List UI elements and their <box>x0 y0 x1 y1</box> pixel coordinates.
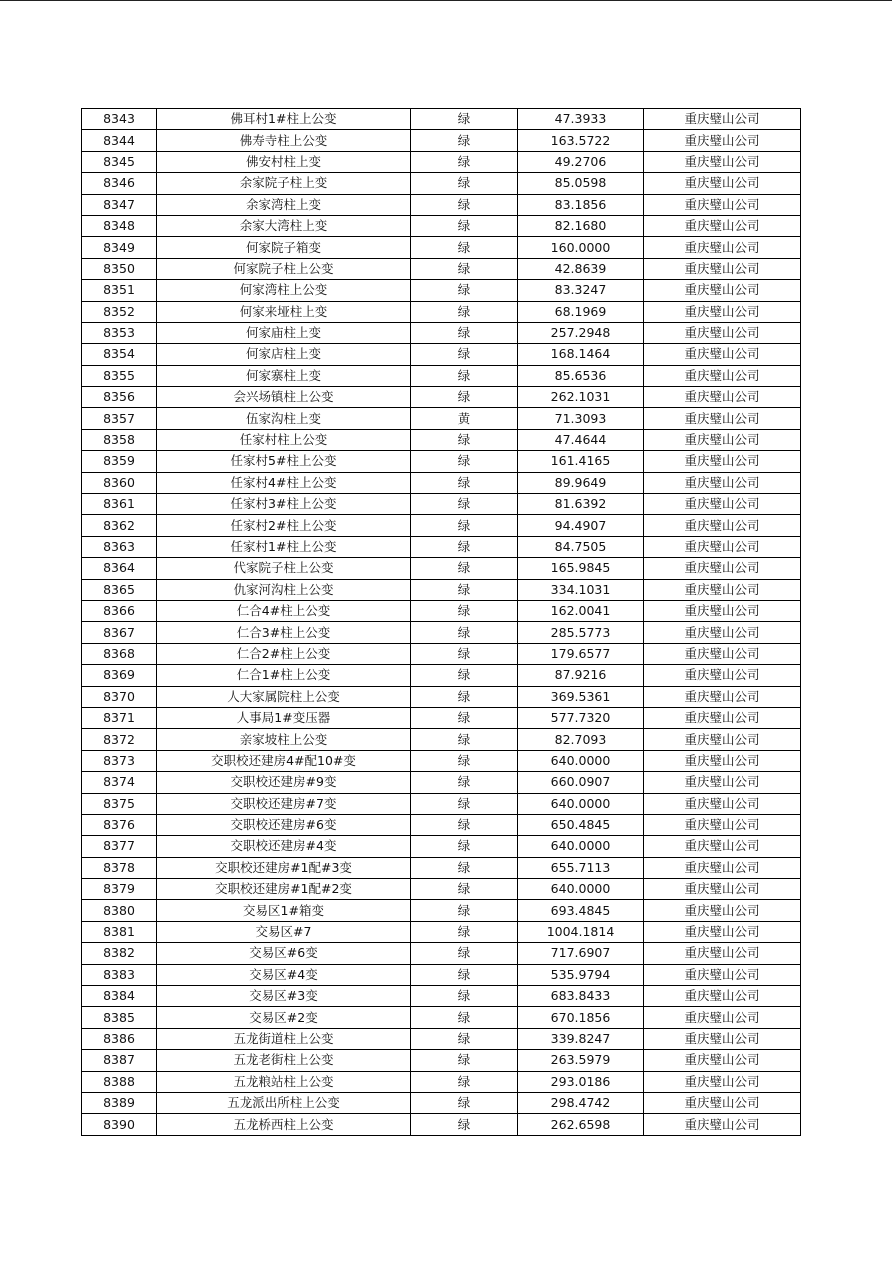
row-number-cell: 8345 <box>82 151 157 172</box>
table-row <box>82 515 801 536</box>
table-row <box>82 344 801 365</box>
row-number-cell: 8360 <box>82 472 157 493</box>
table-row <box>82 109 801 130</box>
value-cell: 535.9794 <box>518 964 644 985</box>
table-row <box>82 130 801 151</box>
status-cell: 绿 <box>411 793 518 814</box>
row-number-cell: 8370 <box>82 686 157 707</box>
transformer-name-cell: 余家大湾柱上变 <box>157 215 411 236</box>
value-cell: 640.0000 <box>518 793 644 814</box>
company-cell: 重庆璧山公司 <box>644 836 801 857</box>
company-cell: 重庆璧山公司 <box>644 964 801 985</box>
transformer-name-cell: 何家湾柱上公变 <box>157 280 411 301</box>
status-cell: 绿 <box>411 365 518 386</box>
table-row <box>82 536 801 557</box>
transformer-name-cell: 仁合2#柱上公变 <box>157 643 411 664</box>
value-cell: 263.5979 <box>518 1050 644 1071</box>
transformer-name-cell: 何家来垭柱上变 <box>157 301 411 322</box>
table-row <box>82 237 801 258</box>
status-cell: 绿 <box>411 344 518 365</box>
row-number-cell: 8374 <box>82 772 157 793</box>
status-cell: 绿 <box>411 301 518 322</box>
row-number-cell: 8385 <box>82 1007 157 1028</box>
row-number-cell: 8356 <box>82 387 157 408</box>
value-cell: 163.5722 <box>518 130 644 151</box>
row-number-cell: 8377 <box>82 836 157 857</box>
company-cell: 重庆璧山公司 <box>644 921 801 942</box>
company-cell: 重庆璧山公司 <box>644 600 801 621</box>
transformer-name-cell: 何家庙柱上变 <box>157 322 411 343</box>
table-row <box>82 964 801 985</box>
table-row <box>82 600 801 621</box>
company-cell: 重庆璧山公司 <box>644 536 801 557</box>
row-number-cell: 8368 <box>82 643 157 664</box>
company-cell: 重庆璧山公司 <box>644 451 801 472</box>
company-cell: 重庆璧山公司 <box>644 173 801 194</box>
transformer-name-cell: 仁合4#柱上公变 <box>157 600 411 621</box>
transformer-name-cell: 交易区#3变 <box>157 986 411 1007</box>
row-number-cell: 8349 <box>82 237 157 258</box>
table-row <box>82 643 801 664</box>
row-number-cell: 8357 <box>82 408 157 429</box>
table-body <box>82 109 801 1136</box>
table-row <box>82 429 801 450</box>
table-row <box>82 215 801 236</box>
status-cell: 绿 <box>411 173 518 194</box>
value-cell: 334.1031 <box>518 579 644 600</box>
value-cell: 160.0000 <box>518 237 644 258</box>
value-cell: 577.7320 <box>518 707 644 728</box>
transformer-name-cell: 交易区#4变 <box>157 964 411 985</box>
company-cell: 重庆璧山公司 <box>644 750 801 771</box>
table-row <box>82 558 801 579</box>
status-cell: 绿 <box>411 151 518 172</box>
company-cell: 重庆璧山公司 <box>644 1028 801 1049</box>
status-cell: 绿 <box>411 280 518 301</box>
value-cell: 640.0000 <box>518 879 644 900</box>
transformer-name-cell: 交职校还建房#7变 <box>157 793 411 814</box>
status-cell: 绿 <box>411 536 518 557</box>
table-row <box>82 1050 801 1071</box>
value-cell: 47.3933 <box>518 109 644 130</box>
value-cell: 655.7113 <box>518 857 644 878</box>
status-cell: 绿 <box>411 1028 518 1049</box>
row-number-cell: 8361 <box>82 494 157 515</box>
company-cell: 重庆璧山公司 <box>644 130 801 151</box>
table-row <box>82 194 801 215</box>
value-cell: 683.8433 <box>518 986 644 1007</box>
row-number-cell: 8373 <box>82 750 157 771</box>
status-cell: 绿 <box>411 258 518 279</box>
company-cell: 重庆璧山公司 <box>644 194 801 215</box>
value-cell: 82.7093 <box>518 729 644 750</box>
value-cell: 717.6907 <box>518 943 644 964</box>
value-cell: 85.6536 <box>518 365 644 386</box>
transformer-name-cell: 任家村柱上公变 <box>157 429 411 450</box>
transformer-name-cell: 任家村5#柱上公变 <box>157 451 411 472</box>
table-row <box>82 151 801 172</box>
company-cell: 重庆璧山公司 <box>644 772 801 793</box>
status-cell: 绿 <box>411 1092 518 1113</box>
value-cell: 162.0041 <box>518 600 644 621</box>
transformer-name-cell: 何家寨柱上变 <box>157 365 411 386</box>
row-number-cell: 8351 <box>82 280 157 301</box>
value-cell: 339.8247 <box>518 1028 644 1049</box>
table-row <box>82 836 801 857</box>
table-row <box>82 579 801 600</box>
company-cell: 重庆璧山公司 <box>644 237 801 258</box>
status-cell: 绿 <box>411 707 518 728</box>
status-cell: 绿 <box>411 237 518 258</box>
row-number-cell: 8371 <box>82 707 157 728</box>
value-cell: 49.2706 <box>518 151 644 172</box>
row-number-cell: 8353 <box>82 322 157 343</box>
table-row <box>82 387 801 408</box>
transformer-name-cell: 仁合1#柱上公变 <box>157 665 411 686</box>
transformer-name-cell: 交职校还建房#6变 <box>157 814 411 835</box>
company-cell: 重庆璧山公司 <box>644 365 801 386</box>
row-number-cell: 8367 <box>82 622 157 643</box>
status-cell: 绿 <box>411 964 518 985</box>
company-cell: 重庆璧山公司 <box>644 665 801 686</box>
row-number-cell: 8348 <box>82 215 157 236</box>
row-number-cell: 8378 <box>82 857 157 878</box>
status-cell: 绿 <box>411 600 518 621</box>
row-number-cell: 8384 <box>82 986 157 1007</box>
row-number-cell: 8380 <box>82 900 157 921</box>
company-cell: 重庆璧山公司 <box>644 793 801 814</box>
value-cell: 165.9845 <box>518 558 644 579</box>
transformer-name-cell: 任家村2#柱上公变 <box>157 515 411 536</box>
value-cell: 89.9649 <box>518 472 644 493</box>
value-cell: 85.0598 <box>518 173 644 194</box>
status-cell: 绿 <box>411 451 518 472</box>
value-cell: 68.1969 <box>518 301 644 322</box>
row-number-cell: 8376 <box>82 814 157 835</box>
value-cell: 693.4845 <box>518 900 644 921</box>
transformer-name-cell: 任家村1#柱上公变 <box>157 536 411 557</box>
value-cell: 670.1856 <box>518 1007 644 1028</box>
transformer-name-cell: 佛耳村1#柱上公变 <box>157 109 411 130</box>
status-cell: 绿 <box>411 879 518 900</box>
value-cell: 94.4907 <box>518 515 644 536</box>
row-number-cell: 8350 <box>82 258 157 279</box>
transformer-name-cell: 交易区#7 <box>157 921 411 942</box>
row-number-cell: 8343 <box>82 109 157 130</box>
value-cell: 369.5361 <box>518 686 644 707</box>
transformer-name-cell: 交职校还建房#9变 <box>157 772 411 793</box>
table-row <box>82 365 801 386</box>
row-number-cell: 8365 <box>82 579 157 600</box>
value-cell: 640.0000 <box>518 836 644 857</box>
table-row <box>82 1092 801 1113</box>
company-cell: 重庆璧山公司 <box>644 472 801 493</box>
company-cell: 重庆璧山公司 <box>644 280 801 301</box>
company-cell: 重庆璧山公司 <box>644 814 801 835</box>
status-cell: 绿 <box>411 900 518 921</box>
transformer-name-cell: 何家院子箱变 <box>157 237 411 258</box>
company-cell: 重庆璧山公司 <box>644 579 801 600</box>
table-row <box>82 280 801 301</box>
row-number-cell: 8375 <box>82 793 157 814</box>
value-cell: 82.1680 <box>518 215 644 236</box>
row-number-cell: 8379 <box>82 879 157 900</box>
status-cell: 绿 <box>411 472 518 493</box>
transformer-name-cell: 交职校还建房#1配#2变 <box>157 879 411 900</box>
row-number-cell: 8390 <box>82 1114 157 1135</box>
status-cell: 绿 <box>411 1071 518 1092</box>
status-cell: 绿 <box>411 494 518 515</box>
transformer-name-cell: 交职校还建房4#配10#变 <box>157 750 411 771</box>
company-cell: 重庆璧山公司 <box>644 622 801 643</box>
status-cell: 绿 <box>411 1114 518 1135</box>
table-row <box>82 857 801 878</box>
status-cell: 绿 <box>411 515 518 536</box>
row-number-cell: 8355 <box>82 365 157 386</box>
value-cell: 1004.1814 <box>518 921 644 942</box>
transformer-name-cell: 五龙粮站柱上公变 <box>157 1071 411 1092</box>
transformer-name-cell: 人事局1#变压器 <box>157 707 411 728</box>
table-row <box>82 1071 801 1092</box>
company-cell: 重庆璧山公司 <box>644 344 801 365</box>
table-row <box>82 408 801 429</box>
table-row <box>82 322 801 343</box>
row-number-cell: 8389 <box>82 1092 157 1113</box>
transformer-name-cell: 何家店柱上变 <box>157 344 411 365</box>
value-cell: 257.2948 <box>518 322 644 343</box>
company-cell: 重庆璧山公司 <box>644 879 801 900</box>
transformer-name-cell: 交易区1#箱变 <box>157 900 411 921</box>
company-cell: 重庆璧山公司 <box>644 1092 801 1113</box>
status-cell: 绿 <box>411 686 518 707</box>
company-cell: 重庆璧山公司 <box>644 1114 801 1135</box>
row-number-cell: 8386 <box>82 1028 157 1049</box>
row-number-cell: 8362 <box>82 515 157 536</box>
value-cell: 83.1856 <box>518 194 644 215</box>
table-row <box>82 814 801 835</box>
company-cell: 重庆璧山公司 <box>644 215 801 236</box>
status-cell: 绿 <box>411 814 518 835</box>
company-cell: 重庆璧山公司 <box>644 322 801 343</box>
transformer-name-cell: 交职校还建房#4变 <box>157 836 411 857</box>
status-cell: 绿 <box>411 322 518 343</box>
company-cell: 重庆璧山公司 <box>644 387 801 408</box>
row-number-cell: 8383 <box>82 964 157 985</box>
value-cell: 168.1464 <box>518 344 644 365</box>
company-cell: 重庆璧山公司 <box>644 301 801 322</box>
company-cell: 重庆璧山公司 <box>644 643 801 664</box>
table-row <box>82 729 801 750</box>
row-number-cell: 8381 <box>82 921 157 942</box>
transformer-name-cell: 五龙老街柱上公变 <box>157 1050 411 1071</box>
transformer-name-cell: 何家院子柱上公变 <box>157 258 411 279</box>
row-number-cell: 8344 <box>82 130 157 151</box>
transformer-name-cell: 余家院子柱上变 <box>157 173 411 194</box>
transformer-name-cell: 佛安村柱上变 <box>157 151 411 172</box>
value-cell: 87.9216 <box>518 665 644 686</box>
transformer-name-cell: 交职校还建房#1配#3变 <box>157 857 411 878</box>
page-top-border <box>0 0 892 1</box>
row-number-cell: 8359 <box>82 451 157 472</box>
value-cell: 640.0000 <box>518 750 644 771</box>
transformer-name-cell: 任家村3#柱上公变 <box>157 494 411 515</box>
status-cell: 绿 <box>411 429 518 450</box>
table-row <box>82 622 801 643</box>
value-cell: 83.3247 <box>518 280 644 301</box>
status-cell: 绿 <box>411 665 518 686</box>
value-cell: 293.0186 <box>518 1071 644 1092</box>
table-row <box>82 772 801 793</box>
transformer-name-cell: 任家村4#柱上公变 <box>157 472 411 493</box>
transformer-name-cell: 亲家坡柱上公变 <box>157 729 411 750</box>
transformer-name-cell: 五龙桥西柱上公变 <box>157 1114 411 1135</box>
row-number-cell: 8369 <box>82 665 157 686</box>
status-cell: 绿 <box>411 750 518 771</box>
row-number-cell: 8354 <box>82 344 157 365</box>
status-cell: 绿 <box>411 857 518 878</box>
row-number-cell: 8363 <box>82 536 157 557</box>
table-row <box>82 494 801 515</box>
company-cell: 重庆璧山公司 <box>644 900 801 921</box>
transformer-name-cell: 交易区#6变 <box>157 943 411 964</box>
row-number-cell: 8352 <box>82 301 157 322</box>
value-cell: 285.5773 <box>518 622 644 643</box>
row-number-cell: 8388 <box>82 1071 157 1092</box>
company-cell: 重庆璧山公司 <box>644 1050 801 1071</box>
status-cell: 绿 <box>411 387 518 408</box>
status-cell: 绿 <box>411 215 518 236</box>
table-row <box>82 686 801 707</box>
company-cell: 重庆璧山公司 <box>644 729 801 750</box>
table-row <box>82 1114 801 1135</box>
status-cell: 绿 <box>411 643 518 664</box>
company-cell: 重庆璧山公司 <box>644 515 801 536</box>
company-cell: 重庆璧山公司 <box>644 151 801 172</box>
status-cell: 绿 <box>411 194 518 215</box>
value-cell: 262.6598 <box>518 1114 644 1135</box>
value-cell: 650.4845 <box>518 814 644 835</box>
company-cell: 重庆璧山公司 <box>644 408 801 429</box>
value-cell: 42.8639 <box>518 258 644 279</box>
value-cell: 47.4644 <box>518 429 644 450</box>
status-cell: 绿 <box>411 579 518 600</box>
company-cell: 重庆璧山公司 <box>644 494 801 515</box>
company-cell: 重庆璧山公司 <box>644 943 801 964</box>
table-row <box>82 793 801 814</box>
table-row <box>82 173 801 194</box>
transformer-table <box>81 108 801 1136</box>
company-cell: 重庆璧山公司 <box>644 258 801 279</box>
transformer-name-cell: 人大家属院柱上公变 <box>157 686 411 707</box>
status-cell: 绿 <box>411 622 518 643</box>
table-row <box>82 707 801 728</box>
transformer-name-cell: 伍家沟柱上变 <box>157 408 411 429</box>
value-cell: 660.0907 <box>518 772 644 793</box>
status-cell: 绿 <box>411 1050 518 1071</box>
row-number-cell: 8366 <box>82 600 157 621</box>
status-cell: 绿 <box>411 943 518 964</box>
transformer-name-cell: 交易区#2变 <box>157 1007 411 1028</box>
table-row <box>82 258 801 279</box>
table-row <box>82 750 801 771</box>
table-row <box>82 1028 801 1049</box>
row-number-cell: 8372 <box>82 729 157 750</box>
table-row <box>82 921 801 942</box>
row-number-cell: 8347 <box>82 194 157 215</box>
table-row <box>82 472 801 493</box>
transformer-name-cell: 五龙派出所柱上公变 <box>157 1092 411 1113</box>
row-number-cell: 8382 <box>82 943 157 964</box>
value-cell: 81.6392 <box>518 494 644 515</box>
transformer-name-cell: 代家院子柱上公变 <box>157 558 411 579</box>
row-number-cell: 8364 <box>82 558 157 579</box>
status-cell: 绿 <box>411 986 518 1007</box>
transformer-name-cell: 仁合3#柱上公变 <box>157 622 411 643</box>
company-cell: 重庆璧山公司 <box>644 857 801 878</box>
table-row <box>82 665 801 686</box>
table-row <box>82 986 801 1007</box>
row-number-cell: 8346 <box>82 173 157 194</box>
company-cell: 重庆璧山公司 <box>644 109 801 130</box>
table-row <box>82 879 801 900</box>
value-cell: 84.7505 <box>518 536 644 557</box>
table-row <box>82 900 801 921</box>
status-cell: 绿 <box>411 109 518 130</box>
status-cell: 绿 <box>411 729 518 750</box>
company-cell: 重庆璧山公司 <box>644 1071 801 1092</box>
status-cell: 绿 <box>411 558 518 579</box>
company-cell: 重庆璧山公司 <box>644 707 801 728</box>
status-cell: 绿 <box>411 1007 518 1028</box>
row-number-cell: 8358 <box>82 429 157 450</box>
status-cell: 绿 <box>411 836 518 857</box>
status-cell: 绿 <box>411 130 518 151</box>
status-cell: 黄 <box>411 408 518 429</box>
table-row <box>82 1007 801 1028</box>
transformer-name-cell: 佛寿寺柱上公变 <box>157 130 411 151</box>
table-row <box>82 451 801 472</box>
transformer-name-cell: 余家湾柱上变 <box>157 194 411 215</box>
row-number-cell: 8387 <box>82 1050 157 1071</box>
company-cell: 重庆璧山公司 <box>644 558 801 579</box>
value-cell: 262.1031 <box>518 387 644 408</box>
value-cell: 71.3093 <box>518 408 644 429</box>
company-cell: 重庆璧山公司 <box>644 986 801 1007</box>
company-cell: 重庆璧山公司 <box>644 429 801 450</box>
transformer-name-cell: 会兴场镇柱上公变 <box>157 387 411 408</box>
status-cell: 绿 <box>411 772 518 793</box>
value-cell: 161.4165 <box>518 451 644 472</box>
transformer-name-cell: 五龙街道柱上公变 <box>157 1028 411 1049</box>
status-cell: 绿 <box>411 921 518 942</box>
value-cell: 179.6577 <box>518 643 644 664</box>
table-row <box>82 943 801 964</box>
value-cell: 298.4742 <box>518 1092 644 1113</box>
company-cell: 重庆璧山公司 <box>644 1007 801 1028</box>
table-row <box>82 301 801 322</box>
transformer-name-cell: 仇家河沟柱上公变 <box>157 579 411 600</box>
company-cell: 重庆璧山公司 <box>644 686 801 707</box>
